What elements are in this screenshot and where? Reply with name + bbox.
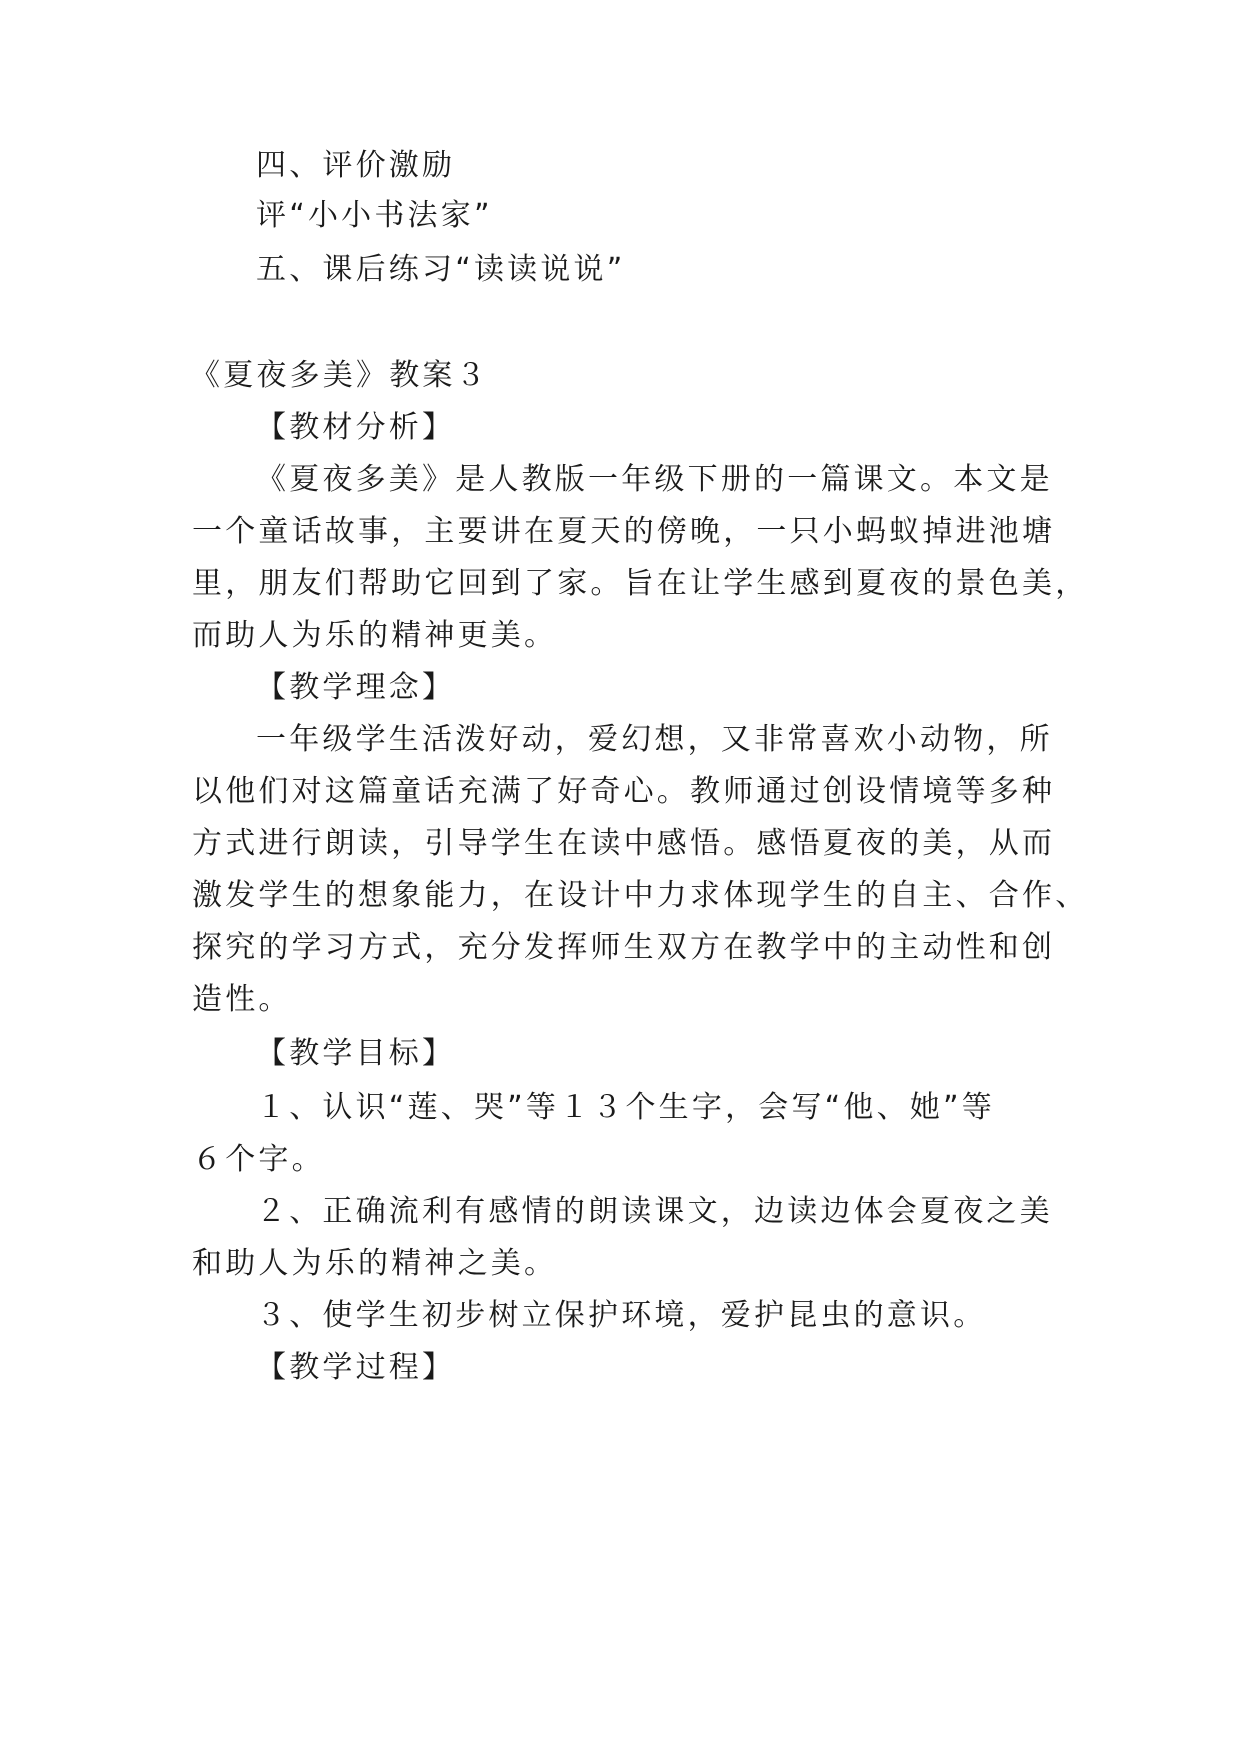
goal-item-2-line: ２、正确流利有感情的朗读课文，边读边体会夏夜之美 [256,1194,1053,1229]
paragraph-line: 造性。 [192,982,292,1017]
section-content-evaluation: 评“小小书法家” [256,198,493,233]
paragraph-line: 一年级学生活泼好动，爱幻想，又非常喜欢小动物，所 [256,722,1053,757]
paragraph-line: 方式进行朗读，引导学生在读中感悟。感悟夏夜的美，从而 [192,826,1056,861]
section-heading-evaluation: 四、评价激励 [256,148,456,183]
lesson-title: 《夏夜多美》教案３ [190,358,489,393]
goal-item-2-line: 和助人为乐的精神之美。 [192,1246,558,1281]
heading-teaching-goals: 【教学目标】 [256,1036,456,1071]
heading-teaching-philosophy: 【教学理念】 [256,670,456,705]
paragraph-line: 以他们对这篇童话充满了好奇心。教师通过创设情境等多种 [192,774,1056,809]
goal-item-1-line: １、认识“莲、哭”等１３个生字，会写“他、她”等 [256,1090,995,1125]
goal-item-1-line: ６个字。 [192,1142,325,1177]
paragraph-line: 而助人为乐的精神更美。 [192,618,558,653]
paragraph-line: 激发学生的想象能力，在设计中力求体现学生的自主、合作、 [192,878,1089,913]
section-heading-homework: 五、课后练习“读读说说” [256,252,626,287]
heading-teaching-process: 【教学过程】 [256,1350,456,1385]
paragraph-line: 一个童话故事，主要讲在夏天的傍晚，一只小蚂蚁掉进池塘 [192,514,1056,549]
paragraph-line: 《夏夜多美》是人教版一年级下册的一篇课文。本文是 [256,462,1053,497]
goal-item-3: ３、使学生初步树立保护环境，爱护昆虫的意识。 [256,1298,987,1333]
paragraph-line: 里，朋友们帮助它回到了家。旨在让学生感到夏夜的景色美， [192,566,1089,601]
paragraph-line: 探究的学习方式，充分发挥师生双方在教学中的主动性和创 [192,930,1056,965]
heading-material-analysis: 【教材分析】 [256,410,456,445]
